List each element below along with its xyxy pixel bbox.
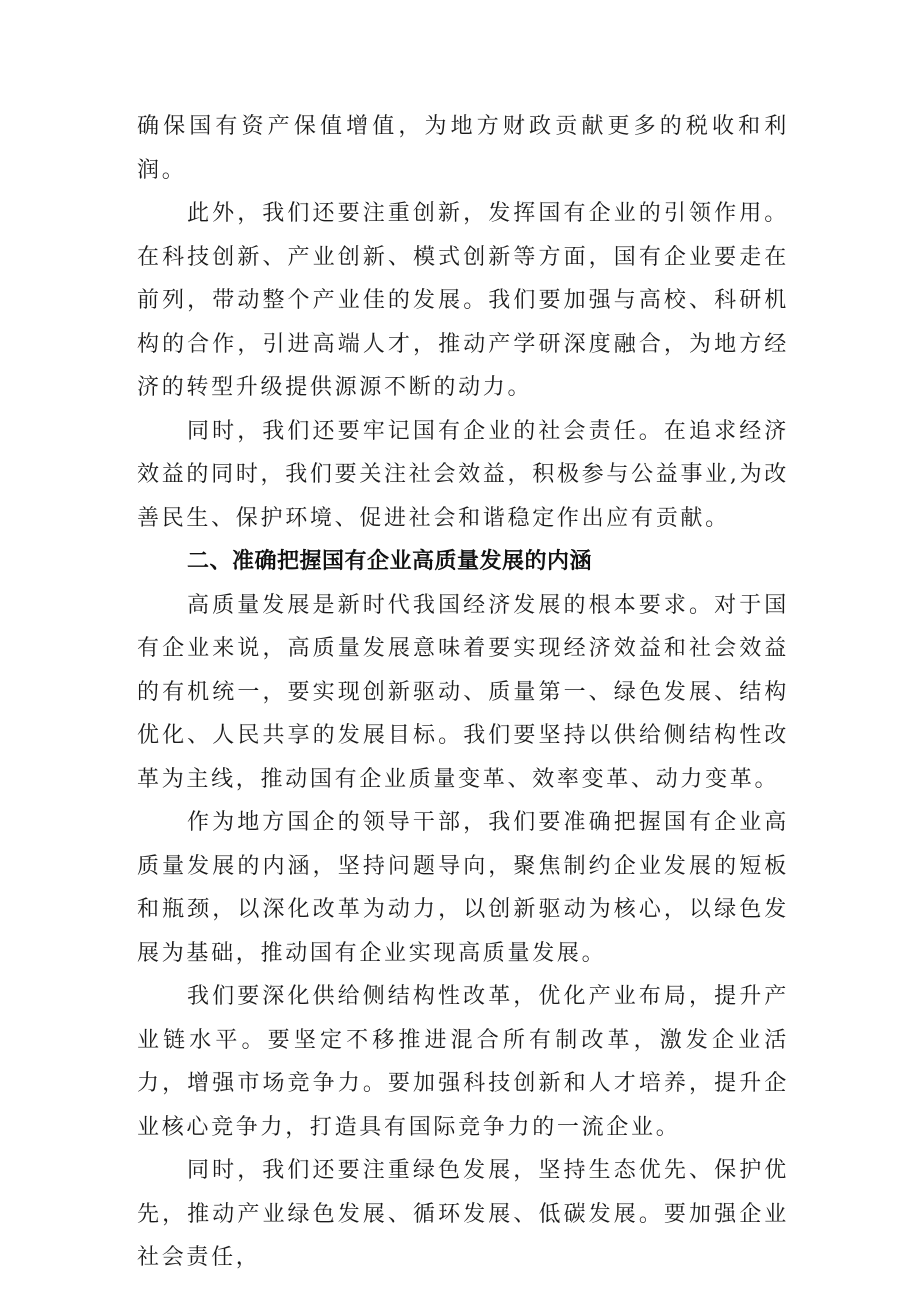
paragraph-high-quality-development: 高质量发展是新时代我国经济发展的根本要求。对于国有企业来说，高质量发展意味着要实现经济效益和社会效益的有机统一，要实现创新驱动、质量第一、绿色发展、结构优化、人民共享的发展目标。我们要坚持以供给侧结构性改革为主线，推动国有企业质量变革、效率变革、动力变革。	[137, 592, 789, 792]
paragraph-social-responsibility: 同时，我们还要牢记国有企业的社会责任。在追求经济效益的同时，我们要关注社会效益，积极参与公益事业,为改善民生、保护环境、促进社会和谐稳定作出应有贡献。	[137, 418, 789, 531]
paragraph-leadership: 作为地方国企的领导干部，我们要准确把握国有企业高质量发展的内涵，坚持问题导向，聚焦制约企业发展的短板和瓶颈，以深化改革为动力，以创新驱动为核心，以绿色发展为基础，推动国有企业实现高质量发展。	[137, 810, 789, 966]
paragraph-innovation: 此外，我们还要注重创新，发挥国有企业的引领作用。在科技创新、产业创新、模式创新等方面，国有企业要走在前列，带动整个产业佳的发展。我们要加强与高校、科研机构的合作，引进高端人才，推动产学研深度融合，为地方经济的转型升级提供源源不断的动力。	[137, 201, 789, 400]
paragraph-supply-side-reform: 我们要深化供给侧结构性改革，优化产业布局，提升产业链水平。要坚定不移推进混合所有制改革，激发企业活力，增强市场竞争力。要加强科技创新和人才培养，提升企业核心竞争力，打造具有国际竞争力的一流企业。	[137, 984, 789, 1140]
document-body	[137, 105, 789, 1280]
section-heading: 二、准确把握国有企业高质量发展的内涵	[187, 549, 593, 574]
paragraph-green-development: 同时，我们还要注重绿色发展，坚持生态优先、保护优先，推动产业绿色发展、循环发展、低碳发展。要加强企业社会责任，	[137, 1158, 789, 1270]
paragraph-continuation: 确保国有资产保值增值，为地方财政贡献更多的税收和利润。	[137, 114, 789, 183]
